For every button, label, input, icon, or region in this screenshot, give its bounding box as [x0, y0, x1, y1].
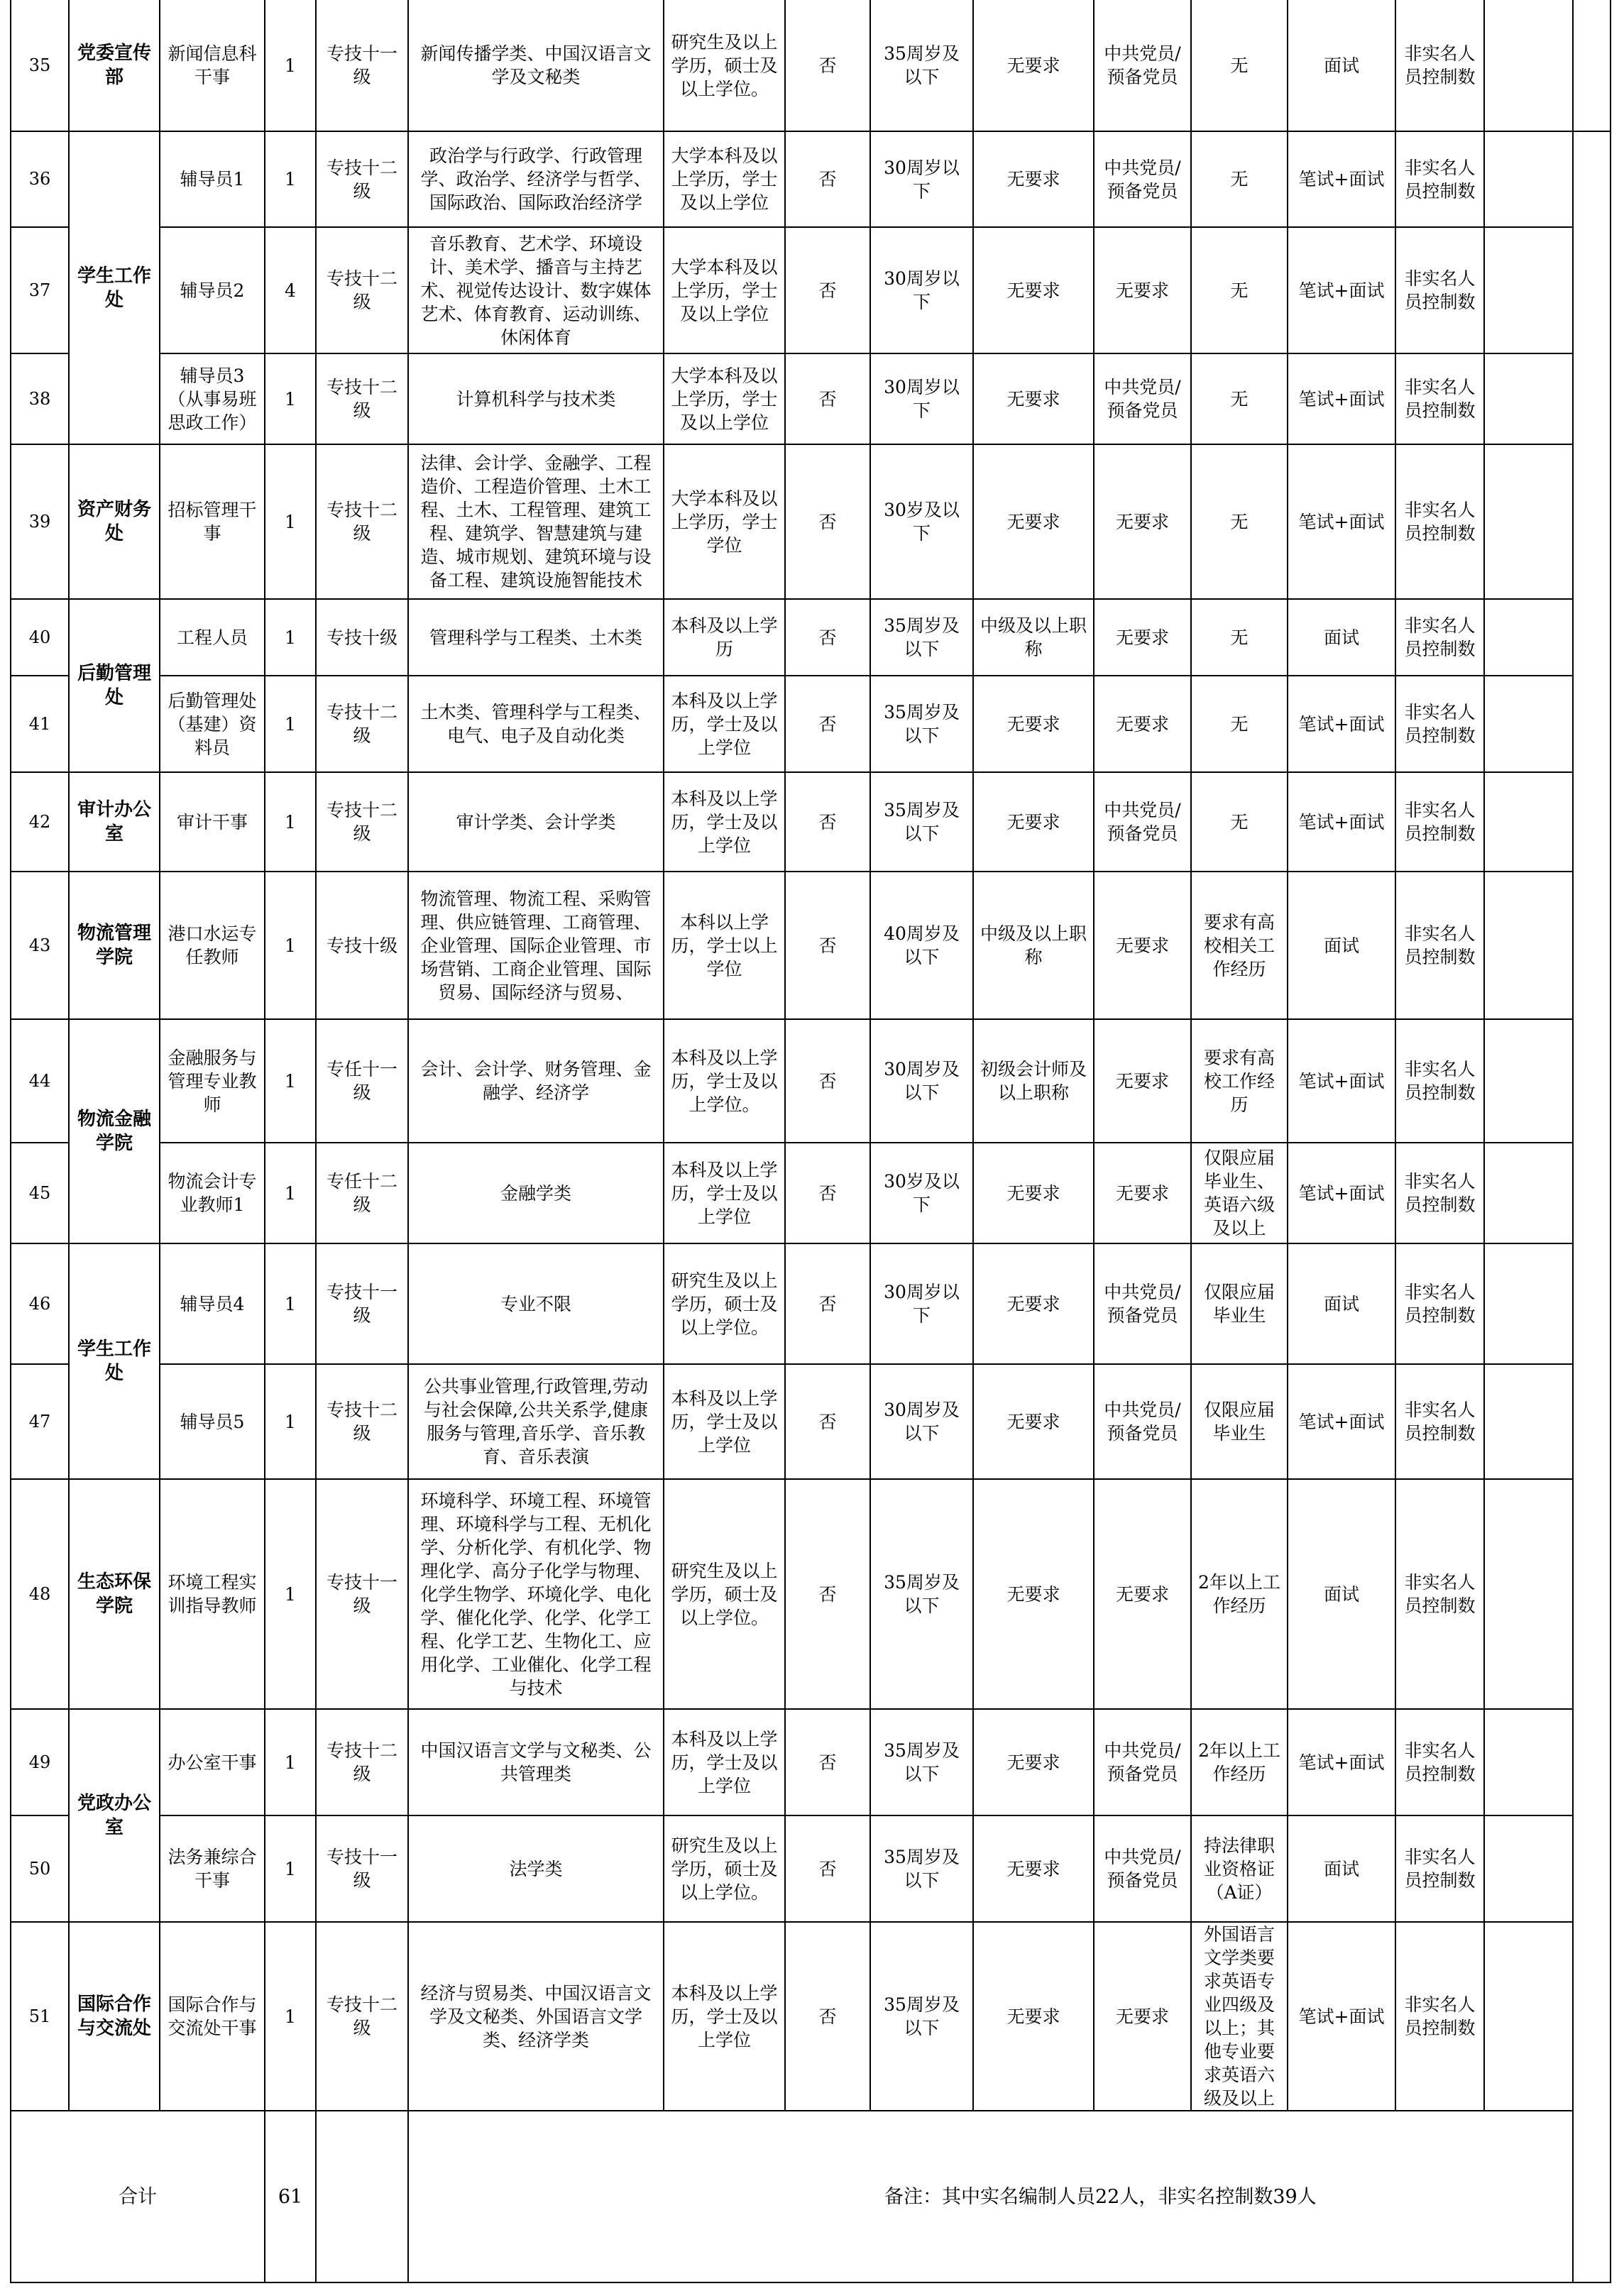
exam-cell: 笔试+面试 — [1288, 1143, 1395, 1243]
department-cell: 资产财务处 — [69, 444, 160, 599]
title-cell: 无要求 — [973, 0, 1094, 131]
age-cell: 30周岁以下 — [870, 353, 973, 444]
exam-cell: 面试 — [1288, 599, 1395, 676]
recruitment-table — [10, 0, 1611, 2283]
education-cell: 研究生及以上学历，硕士及以上学位。 — [664, 1243, 785, 1364]
row-number: 38 — [11, 353, 69, 444]
position-cell: 招标管理干事 — [160, 444, 265, 599]
flag-cell: 否 — [785, 227, 870, 353]
political-cell: 中共党员/预备党员 — [1094, 1243, 1191, 1364]
blank-cell — [1484, 1243, 1573, 1364]
other-cell: 外国语言文学类要求英语专业四级及以上；其他专业要求英语六级及以上 — [1191, 1922, 1288, 2111]
headcount-cell: 4 — [265, 227, 316, 353]
row-number: 47 — [11, 1364, 69, 1479]
row-number: 49 — [11, 1709, 69, 1815]
flag-cell: 否 — [785, 1364, 870, 1479]
major-cell: 专业不限 — [408, 1243, 664, 1364]
department-cell: 后勤管理处 — [69, 599, 160, 772]
grade-cell: 专技十二级 — [316, 131, 408, 227]
education-cell: 本科及以上学历，学士及以上学位 — [664, 676, 785, 772]
age-cell: 35周岁及以下 — [870, 1815, 973, 1922]
flag-cell: 否 — [785, 1479, 870, 1709]
title-cell: 无要求 — [973, 1364, 1094, 1479]
title-cell: 中级及以上职称 — [973, 599, 1094, 676]
blank-cell — [1484, 676, 1573, 772]
title-cell: 无要求 — [973, 1143, 1094, 1243]
flag-cell: 否 — [785, 872, 870, 1019]
flag-cell: 否 — [785, 1815, 870, 1922]
title-cell: 无要求 — [973, 1815, 1094, 1922]
flag-cell: 否 — [785, 772, 870, 872]
headcount-cell: 1 — [265, 1143, 316, 1243]
major-cell: 物流管理、物流工程、采购管理、供应链管理、工商管理、企业管理、国际企业管理、市场营销、工商企业管理、国际贸易、国际经济与贸易、 — [408, 872, 664, 1019]
department-cell: 物流管理学院 — [69, 872, 160, 1019]
political-cell: 无要求 — [1094, 599, 1191, 676]
row-number: 37 — [11, 227, 69, 353]
exam-cell: 面试 — [1288, 1815, 1395, 1922]
political-cell: 无要求 — [1094, 1143, 1191, 1243]
exam-cell: 面试 — [1288, 1479, 1395, 1709]
flag-cell: 否 — [785, 1143, 870, 1243]
grade-cell: 专技十一级 — [316, 1479, 408, 1709]
political-cell: 中共党员/预备党员 — [1094, 1364, 1191, 1479]
other-cell: 无 — [1191, 353, 1288, 444]
table-row — [11, 0, 1611, 131]
table-row — [11, 444, 1611, 599]
blank-cell — [1484, 227, 1573, 353]
row-number: 45 — [11, 1143, 69, 1243]
education-cell: 研究生及以上学历，硕士及以上学位。 — [664, 1479, 785, 1709]
position-cell: 新闻信息科干事 — [160, 0, 265, 131]
exam-cell: 笔试+面试 — [1288, 772, 1395, 872]
title-cell: 无要求 — [973, 1709, 1094, 1815]
grade-cell: 专技十一级 — [316, 1815, 408, 1922]
grade-cell: 专技十二级 — [316, 676, 408, 772]
age-cell: 30周岁以下 — [870, 131, 973, 227]
exam-cell: 笔试+面试 — [1288, 227, 1395, 353]
grade-cell: 专技十一级 — [316, 0, 408, 131]
other-cell: 2年以上工作经历 — [1191, 1479, 1288, 1709]
political-cell: 无要求 — [1094, 676, 1191, 772]
quota-type-cell: 非实名人员控制数 — [1395, 599, 1484, 676]
education-cell: 本科及以上学历，学士及以上学位 — [664, 1364, 785, 1479]
table-row — [11, 676, 1611, 772]
age-cell: 35周岁及以下 — [870, 1479, 973, 1709]
title-cell: 无要求 — [973, 1922, 1094, 2111]
major-cell: 法律、会计学、金融学、工程造价、工程造价管理、土木工程、土木、工程管理、建筑工程、建筑学、智慧建筑与建造、城市规划、建筑环境与设备工程、建筑设施智能技术 — [408, 444, 664, 599]
table-row — [11, 1243, 1611, 1364]
major-cell: 音乐教育、艺术学、环境设计、美术学、播音与主持艺术、视觉传达设计、数字媒体艺术、体育教育、运动训练、休闲体育 — [408, 227, 664, 353]
blank-cell — [1573, 131, 1611, 2282]
grade-cell: 专技十二级 — [316, 444, 408, 599]
age-cell: 30周岁以下 — [870, 1243, 973, 1364]
exam-cell: 笔试+面试 — [1288, 353, 1395, 444]
quota-type-cell: 非实名人员控制数 — [1395, 676, 1484, 772]
education-cell: 本科及以上学历，学士及以上学位 — [664, 1709, 785, 1815]
age-cell: 30周岁以下 — [870, 227, 973, 353]
title-cell: 无要求 — [973, 1479, 1094, 1709]
quota-type-cell: 非实名人员控制数 — [1395, 872, 1484, 1019]
other-cell: 要求有高校相关工作经历 — [1191, 872, 1288, 1019]
row-number: 46 — [11, 1243, 69, 1364]
quota-type-cell: 非实名人员控制数 — [1395, 1143, 1484, 1243]
age-cell: 30岁及以下 — [870, 444, 973, 599]
grade-cell: 专任十二级 — [316, 1143, 408, 1243]
exam-cell: 笔试+面试 — [1288, 444, 1395, 599]
title-cell: 无要求 — [973, 444, 1094, 599]
education-cell: 大学本科及以上学历，学士学位 — [664, 444, 785, 599]
quota-type-cell: 非实名人员控制数 — [1395, 1479, 1484, 1709]
flag-cell: 否 — [785, 599, 870, 676]
table-row — [11, 599, 1611, 676]
exam-cell: 笔试+面试 — [1288, 1364, 1395, 1479]
other-cell: 2年以上工作经历 — [1191, 1709, 1288, 1815]
quota-type-cell: 非实名人员控制数 — [1395, 1019, 1484, 1143]
blank-cell — [1484, 353, 1573, 444]
age-cell: 35周岁及以下 — [870, 0, 973, 131]
position-cell: 辅导员3（从事易班思政工作） — [160, 353, 265, 444]
quota-type-cell: 非实名人员控制数 — [1395, 1709, 1484, 1815]
flag-cell: 否 — [785, 676, 870, 772]
grade-cell: 专技十二级 — [316, 227, 408, 353]
position-cell: 辅导员5 — [160, 1364, 265, 1479]
quota-type-cell: 非实名人员控制数 — [1395, 131, 1484, 227]
major-cell: 环境科学、环境工程、环境管理、环境科学与工程、无机化学、分析化学、有机化学、物理化学、高分子化学与物理、化学生物学、环境化学、电化学、催化化学、化学、化学工程、化学工艺、生物化工、应用化学、工业催化、化学工程与技术 — [408, 1479, 664, 1709]
other-cell: 要求有高校工作经历 — [1191, 1019, 1288, 1143]
position-cell: 后勤管理处（基建）资料员 — [160, 676, 265, 772]
position-cell: 金融服务与管理专业教师 — [160, 1019, 265, 1143]
other-cell: 无 — [1191, 131, 1288, 227]
table-row — [11, 1922, 1611, 2111]
table-row — [11, 772, 1611, 872]
position-cell: 国际合作与交流处干事 — [160, 1922, 265, 2111]
age-cell: 30岁及以下 — [870, 1143, 973, 1243]
flag-cell: 否 — [785, 1709, 870, 1815]
education-cell: 大学本科及以上学历，学士及以上学位 — [664, 353, 785, 444]
position-cell: 审计干事 — [160, 772, 265, 872]
grade-cell: 专技十二级 — [316, 1364, 408, 1479]
education-cell: 本科及以上学历，学士及以上学位 — [664, 772, 785, 872]
total-row — [11, 2111, 1611, 2282]
other-cell: 无 — [1191, 676, 1288, 772]
blank-cell — [1573, 0, 1611, 131]
quota-type-cell: 非实名人员控制数 — [1395, 1364, 1484, 1479]
title-cell: 无要求 — [973, 131, 1094, 227]
political-cell: 无要求 — [1094, 227, 1191, 353]
other-cell: 无 — [1191, 599, 1288, 676]
row-number: 42 — [11, 772, 69, 872]
quota-type-cell: 非实名人员控制数 — [1395, 772, 1484, 872]
education-cell: 本科及以上学历 — [664, 599, 785, 676]
position-cell: 法务兼综合干事 — [160, 1815, 265, 1922]
blank-cell — [1484, 1815, 1573, 1922]
blank-cell — [1484, 1479, 1573, 1709]
flag-cell: 否 — [785, 353, 870, 444]
other-cell: 无 — [1191, 444, 1288, 599]
table-row — [11, 1479, 1611, 1709]
other-cell: 仅限应届毕业生 — [1191, 1364, 1288, 1479]
department-cell: 党委宣传部 — [69, 0, 160, 131]
headcount-cell: 1 — [265, 1922, 316, 2111]
grade-cell: 专任十一级 — [316, 1019, 408, 1143]
flag-cell: 否 — [785, 444, 870, 599]
table-row — [11, 1143, 1611, 1243]
education-cell: 本科及以上学历，学士及以上学位。 — [664, 1019, 785, 1143]
blank-cell — [1484, 1364, 1573, 1479]
exam-cell: 笔试+面试 — [1288, 1709, 1395, 1815]
quota-type-cell: 非实名人员控制数 — [1395, 1815, 1484, 1922]
quota-type-cell: 非实名人员控制数 — [1395, 1922, 1484, 2111]
grade-cell: 专技十级 — [316, 599, 408, 676]
headcount-cell: 1 — [265, 1364, 316, 1479]
row-number: 35 — [11, 0, 69, 131]
headcount-cell: 1 — [265, 444, 316, 599]
major-cell: 会计、会计学、财务管理、金融学、经济学 — [408, 1019, 664, 1143]
blank-cell — [1484, 131, 1573, 227]
blank-cell — [1484, 1922, 1573, 2111]
age-cell: 40周岁及以下 — [870, 872, 973, 1019]
other-cell: 无 — [1191, 772, 1288, 872]
political-cell: 中共党员/预备党员 — [1094, 353, 1191, 444]
row-number: 40 — [11, 599, 69, 676]
grade-cell: 专技十一级 — [316, 1243, 408, 1364]
flag-cell: 否 — [785, 1019, 870, 1143]
grade-cell: 专技十二级 — [316, 1709, 408, 1815]
position-cell: 辅导员1 — [160, 131, 265, 227]
exam-cell: 面试 — [1288, 872, 1395, 1019]
row-number: 43 — [11, 872, 69, 1019]
education-cell: 大学本科及以上学历，学士及以上学位 — [664, 227, 785, 353]
blank-cell — [1484, 772, 1573, 872]
political-cell: 中共党员/预备党员 — [1094, 0, 1191, 131]
quota-type-cell: 非实名人员控制数 — [1395, 1243, 1484, 1364]
row-number: 39 — [11, 444, 69, 599]
exam-cell: 笔试+面试 — [1288, 131, 1395, 227]
other-cell: 仅限应届毕业生 — [1191, 1243, 1288, 1364]
age-cell: 35周岁及以下 — [870, 599, 973, 676]
flag-cell: 否 — [785, 131, 870, 227]
age-cell: 35周岁及以下 — [870, 772, 973, 872]
headcount-cell: 1 — [265, 1479, 316, 1709]
department-cell: 审计办公室 — [69, 772, 160, 872]
blank-cell — [1484, 1143, 1573, 1243]
political-cell: 无要求 — [1094, 1019, 1191, 1143]
table-row — [11, 1815, 1611, 1922]
age-cell: 35周岁及以下 — [870, 1922, 973, 2111]
political-cell: 无要求 — [1094, 1479, 1191, 1709]
quota-type-cell: 非实名人员控制数 — [1395, 444, 1484, 599]
department-cell: 党政办公室 — [69, 1709, 160, 1922]
blank-cell — [1484, 1709, 1573, 1815]
row-number: 41 — [11, 676, 69, 772]
table-row — [11, 1019, 1611, 1143]
other-cell: 仅限应届毕业生、英语六级及以上 — [1191, 1143, 1288, 1243]
quota-type-cell: 非实名人员控制数 — [1395, 227, 1484, 353]
total-count: 61 — [265, 2111, 316, 2282]
major-cell: 土木类、管理科学与工程类、电气、电子及自动化类 — [408, 676, 664, 772]
position-cell: 办公室干事 — [160, 1709, 265, 1815]
table-row — [11, 131, 1611, 227]
major-cell: 经济与贸易类、中国汉语言文学及文秘类、外国语言文学类、经济学类 — [408, 1922, 664, 2111]
title-cell: 中级及以上职称 — [973, 872, 1094, 1019]
education-cell: 大学本科及以上学历，学士及以上学位 — [664, 131, 785, 227]
grade-cell: 专技十二级 — [316, 1922, 408, 2111]
headcount-cell: 1 — [265, 1815, 316, 1922]
education-cell: 研究生及以上学历，硕士及以上学位。 — [664, 0, 785, 131]
table-row — [11, 872, 1611, 1019]
position-cell: 环境工程实训指导教师 — [160, 1479, 265, 1709]
flag-cell: 否 — [785, 1922, 870, 2111]
major-cell: 公共事业管理,行政管理,劳动与社会保障,公共关系学,健康服务与管理,音乐学、音乐教育、音乐表演 — [408, 1364, 664, 1479]
flag-cell: 否 — [785, 0, 870, 131]
political-cell: 无要求 — [1094, 872, 1191, 1019]
headcount-cell: 1 — [265, 872, 316, 1019]
age-cell: 35周岁及以下 — [870, 1709, 973, 1815]
headcount-cell: 1 — [265, 0, 316, 131]
title-cell: 无要求 — [973, 353, 1094, 444]
quota-type-cell: 非实名人员控制数 — [1395, 0, 1484, 131]
education-cell: 本科及以上学历，学士及以上学位 — [664, 1143, 785, 1243]
education-cell: 研究生及以上学历，硕士及以上学位。 — [664, 1815, 785, 1922]
department-cell: 学生工作处 — [69, 1243, 160, 1479]
total-label: 合计 — [11, 2111, 265, 2282]
age-cell: 35周岁及以下 — [870, 676, 973, 772]
remarks-note: 备注：其中实名编制人员22人，非实名控制数39人 — [408, 2111, 1611, 2282]
row-number: 50 — [11, 1815, 69, 1922]
age-cell: 30周岁及以下 — [870, 1364, 973, 1479]
row-number: 48 — [11, 1479, 69, 1709]
headcount-cell: 1 — [265, 772, 316, 872]
political-cell: 中共党员/预备党员 — [1094, 1709, 1191, 1815]
political-cell: 中共党员/预备党员 — [1094, 772, 1191, 872]
headcount-cell: 1 — [265, 1019, 316, 1143]
title-cell: 无要求 — [973, 772, 1094, 872]
title-cell: 无要求 — [973, 676, 1094, 772]
major-cell: 法学类 — [408, 1815, 664, 1922]
political-cell: 无要求 — [1094, 444, 1191, 599]
position-cell: 物流会计专业教师1 — [160, 1143, 265, 1243]
major-cell: 管理科学与工程类、土木类 — [408, 599, 664, 676]
flag-cell: 否 — [785, 1243, 870, 1364]
department-cell: 生态环保学院 — [69, 1479, 160, 1709]
political-cell: 无要求 — [1094, 1922, 1191, 2111]
department-cell: 国际合作与交流处 — [69, 1922, 160, 2111]
table-row — [11, 353, 1611, 444]
other-cell: 无 — [1191, 0, 1288, 131]
blank-cell — [1484, 599, 1573, 676]
blank-cell — [1484, 0, 1573, 131]
headcount-cell: 1 — [265, 1709, 316, 1815]
grade-cell: 专技十级 — [316, 872, 408, 1019]
major-cell: 新闻传播学类、中国汉语言文学及文秘类 — [408, 0, 664, 131]
age-cell: 30周岁及以下 — [870, 1019, 973, 1143]
political-cell: 中共党员/预备党员 — [1094, 131, 1191, 227]
position-cell: 辅导员2 — [160, 227, 265, 353]
position-cell: 辅导员4 — [160, 1243, 265, 1364]
headcount-cell: 1 — [265, 1243, 316, 1364]
education-cell: 本科及以上学历，学士及以上学位 — [664, 1922, 785, 2111]
position-cell: 港口水运专任教师 — [160, 872, 265, 1019]
other-cell: 持法律职业资格证（A证） — [1191, 1815, 1288, 1922]
position-cell: 工程人员 — [160, 599, 265, 676]
exam-cell: 面试 — [1288, 1243, 1395, 1364]
exam-cell: 笔试+面试 — [1288, 1019, 1395, 1143]
major-cell: 中国汉语言文学与文秘类、公共管理类 — [408, 1709, 664, 1815]
blank-cell — [1484, 1019, 1573, 1143]
grade-cell: 专技十二级 — [316, 353, 408, 444]
grade-cell: 专技十二级 — [316, 772, 408, 872]
title-cell: 无要求 — [973, 227, 1094, 353]
title-cell: 初级会计师及以上职称 — [973, 1019, 1094, 1143]
major-cell: 政治学与行政学、行政管理学、政治学、经济学与哲学、国际政治、国际政治经济学 — [408, 131, 664, 227]
table-row — [11, 1709, 1611, 1815]
table-row — [11, 227, 1611, 353]
exam-cell: 笔试+面试 — [1288, 1922, 1395, 2111]
headcount-cell: 1 — [265, 676, 316, 772]
major-cell: 计算机科学与技术类 — [408, 353, 664, 444]
other-cell: 无 — [1191, 227, 1288, 353]
blank-cell — [1484, 444, 1573, 599]
exam-cell: 面试 — [1288, 0, 1395, 131]
title-cell: 无要求 — [973, 1243, 1094, 1364]
blank-cell — [1484, 872, 1573, 1019]
headcount-cell: 1 — [265, 353, 316, 444]
headcount-cell: 1 — [265, 131, 316, 227]
row-number: 44 — [11, 1019, 69, 1143]
headcount-cell: 1 — [265, 599, 316, 676]
blank-cell — [316, 2111, 408, 2282]
department-cell: 学生工作处 — [69, 131, 160, 444]
political-cell: 中共党员/预备党员 — [1094, 1815, 1191, 1922]
row-number: 51 — [11, 1922, 69, 2111]
row-number: 36 — [11, 131, 69, 227]
exam-cell: 笔试+面试 — [1288, 676, 1395, 772]
department-cell: 物流金融学院 — [69, 1019, 160, 1243]
table-row — [11, 1364, 1611, 1479]
education-cell: 本科以上学历，学士以上学位 — [664, 872, 785, 1019]
major-cell: 金融学类 — [408, 1143, 664, 1243]
quota-type-cell: 非实名人员控制数 — [1395, 353, 1484, 444]
major-cell: 审计学类、会计学类 — [408, 772, 664, 872]
